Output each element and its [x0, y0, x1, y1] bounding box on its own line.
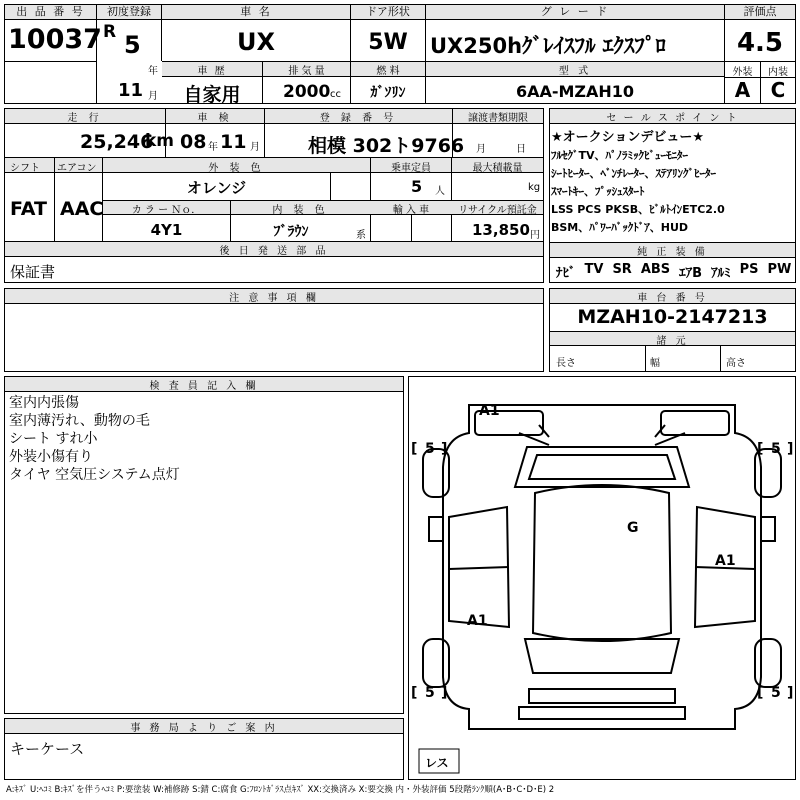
- tire-fr-bracket: [: [757, 441, 764, 457]
- displacement-value: 2000: [283, 82, 331, 102]
- inspector-note: 室内薄汚れ、動物の毛: [9, 413, 150, 429]
- history-value: 自家用: [183, 84, 241, 106]
- doors-label: ドア形状: [351, 5, 425, 20]
- tire-rr: 5: [771, 685, 781, 701]
- color-no-label: カ ラ ー Ｎｏ．: [131, 205, 202, 216]
- equipment-item: ｴｱB: [679, 266, 703, 281]
- capacity-label: 乗車定員: [391, 163, 431, 174]
- doors-value: 5W: [368, 30, 408, 55]
- int-color-unit: 系: [356, 230, 366, 241]
- lot-label: 出 品 番 号: [5, 5, 96, 20]
- inspector-note: 外装小傷有り: [9, 449, 93, 465]
- first-reg-era: R: [103, 22, 117, 42]
- inspection-label: 車 検: [197, 113, 233, 124]
- history-label: 車 歴: [162, 62, 262, 76]
- sales-point-line: BSM、ﾊﾟﾜｰﾊﾞｯｸﾄﾞｱ、HUD: [551, 221, 689, 234]
- ac-label: エアコン: [57, 163, 97, 174]
- tire-fr: 5: [771, 441, 781, 457]
- windshield: [515, 447, 689, 487]
- mirror-left: [429, 517, 443, 541]
- recycle-unit: 円: [530, 230, 540, 241]
- later-parts-label: 後 日 発 送 部 品: [5, 242, 543, 257]
- displacement-unit: cc: [330, 89, 341, 100]
- svg-text:]: ]: [441, 685, 448, 701]
- ext-color-label: 外 装 色: [208, 163, 265, 174]
- mark-a1-right: A1: [715, 553, 736, 569]
- sales-point-line: ｼｰﾄﾋｰﾀｰ、ﾍﾞﾝﾁﾚｰﾀｰ、ｽﾃｱﾘﾝｸﾞﾋｰﾀｰ: [551, 167, 716, 180]
- inspector-note: タイヤ 空気圧システム点灯: [9, 467, 180, 483]
- inspection-year: 08: [180, 131, 207, 153]
- score-label: 評価点: [725, 5, 795, 20]
- sales-point-line: ﾌﾙｾｸﾞTV、ﾊﾟﾉﾗﾐｯｸﾋﾞｭｰﾓﾆﾀｰ: [551, 149, 689, 162]
- cautions-label: 注 意 事 項 欄: [5, 289, 543, 304]
- sales-points-list: [551, 129, 795, 237]
- transfer-label: 譲渡書類期限: [468, 113, 528, 124]
- ext-score-label: 外装: [732, 67, 753, 78]
- inspector-notes: [9, 394, 180, 484]
- equipment-label: 純 正 装 備: [550, 243, 795, 258]
- model-value: 6AA-MZAH10: [515, 82, 635, 101]
- first-reg-year-unit: 年: [148, 66, 158, 77]
- equipment-item: PS: [739, 262, 759, 277]
- capacity-unit: 人: [435, 186, 445, 197]
- grade-label: グ レ ー ド: [426, 5, 724, 20]
- roof: [533, 485, 671, 641]
- spec-width: 幅: [650, 358, 660, 369]
- transfer-day-unit: 日: [516, 144, 526, 155]
- sales-point-line: LSS PCS PKSB、ﾋﾞﾙﾄｲﾝETC2.0: [551, 203, 725, 216]
- plate-value: 相模 302ト9766: [308, 135, 465, 157]
- transfer-month-unit: 月: [476, 144, 486, 155]
- tire-fl: 5: [425, 441, 435, 457]
- office-label: 事 務 局 よ り ご 案 内: [5, 719, 403, 734]
- mileage-unit: km: [145, 131, 175, 151]
- ext-color-value: オレンジ: [186, 179, 247, 197]
- inspector-note: 室内内張傷: [9, 395, 79, 411]
- rear-window: [525, 639, 679, 673]
- capacity-value: 5: [411, 177, 423, 196]
- spec-length: 長さ: [556, 358, 576, 369]
- first-reg-month: 11: [118, 80, 144, 101]
- equipment-item: SR: [612, 262, 632, 277]
- recycle-value: 13,850: [472, 221, 530, 239]
- sales-points-label: セ ー ル ス ポ イ ン ト: [550, 109, 795, 124]
- mark-a1-front: A1: [479, 403, 500, 419]
- load-unit: kg: [528, 182, 541, 193]
- mileage-value: 25,246: [80, 131, 154, 153]
- legend: A:ｷｽﾞ U:ﾍｺﾐ B:ｷｽﾞを伴うﾍｺﾐ P:要塗装 W:補修跡 S:錆 C:腐食 G:ﾌﾛﾝﾄｶﾞﾗｽ点ｷｽﾞ XX:交換済み X:要交換 内・外装評価 5段階ﾗﾝｸ順(A･B･C･D･E) 2: [6, 785, 555, 795]
- chassis-label: 車 台 番 号: [550, 289, 795, 304]
- tire-rl-bracket: [: [411, 685, 418, 701]
- inspection-month: 11: [220, 131, 247, 153]
- tire-rr-bracket: [: [757, 685, 764, 701]
- spec-height: 高さ: [726, 358, 746, 369]
- inspector-note: シート すれ小: [9, 431, 98, 447]
- tire-fl-bracket: [: [411, 441, 418, 457]
- tire-rl: 5: [425, 685, 435, 701]
- chassis-value: MZAH10-2147213: [577, 306, 768, 328]
- int-color-value: ﾌﾞﾗｳﾝ: [273, 224, 309, 240]
- plate-label: 登 録 番 号: [319, 113, 398, 124]
- shift-value: FAT: [10, 198, 47, 220]
- first-reg-year: 5: [124, 31, 141, 59]
- load-label: 最大積載量: [472, 163, 523, 174]
- svg-text:]: ]: [787, 441, 794, 457]
- car-diagram: [409, 377, 795, 779]
- inspector-label: 検 査 員 記 入 欄: [5, 377, 403, 392]
- later-parts-value: 保証書: [10, 263, 56, 281]
- mark-a1-left: A1: [467, 613, 488, 629]
- equipment-item: ABS: [640, 262, 671, 277]
- mark-g: G: [627, 520, 639, 536]
- sales-point-line: ★オークションデビュー★: [551, 130, 705, 145]
- ac-value: AAC: [60, 198, 104, 220]
- displacement-label: 排 気 量: [263, 62, 350, 76]
- grade-value: UX250hｸﾞﾚｲｽﾌﾙ ｴｸｽﾌﾟﾛ: [430, 34, 666, 58]
- rear-bumper: [529, 689, 675, 703]
- specs-label: 諸 元: [550, 332, 795, 346]
- inspection-year-unit: 年: [208, 142, 218, 153]
- shift-label: シフト: [10, 163, 40, 174]
- sales-point-line: ｽﾏｰﾄｷｰ、ﾌﾟｯｼｭｽﾀｰﾄ: [551, 185, 645, 198]
- fuel-label: 燃 料: [351, 62, 425, 76]
- equipment-item: ｱﾙﾐ: [711, 266, 731, 281]
- model-label: 型 式: [426, 62, 724, 76]
- lot-number: 10037: [8, 24, 102, 55]
- int-score-label: 内装: [768, 67, 788, 78]
- wheel-rl: [423, 639, 449, 687]
- svg-text:]: ]: [787, 685, 794, 701]
- equipment-item: ﾅﾋﾞ: [556, 266, 576, 281]
- equipment-item: TV: [584, 262, 604, 277]
- first-reg-month-unit: 月: [148, 91, 158, 102]
- ext-score: A: [734, 78, 751, 102]
- int-score: C: [770, 78, 786, 102]
- recycle-label: リサイクル預託金: [458, 205, 537, 216]
- mirror-right: [761, 517, 775, 541]
- svg-text:]: ]: [441, 441, 448, 457]
- office-value: キーケース: [10, 740, 85, 758]
- mileage-label: 走 行: [67, 113, 103, 124]
- color-no-value: 4Y1: [150, 221, 183, 239]
- fuel-value: ｶﾞｿﾘﾝ: [370, 85, 406, 101]
- int-color-label: 内 装 色: [272, 205, 329, 216]
- car-name: UX: [237, 28, 275, 56]
- inspection-month-unit: 月: [250, 142, 260, 153]
- car-name-label: 車 名: [162, 5, 350, 20]
- equipment-list: [556, 262, 794, 281]
- import-label: 輸 入 車: [392, 205, 430, 216]
- first-reg-label: 初度登録: [97, 5, 161, 20]
- wheel-rr: [755, 639, 781, 687]
- equipment-item: PW: [767, 262, 792, 277]
- spare-tire: レス: [425, 756, 449, 770]
- score-value: 4.5: [736, 28, 784, 58]
- front-bumper-right: [661, 411, 729, 435]
